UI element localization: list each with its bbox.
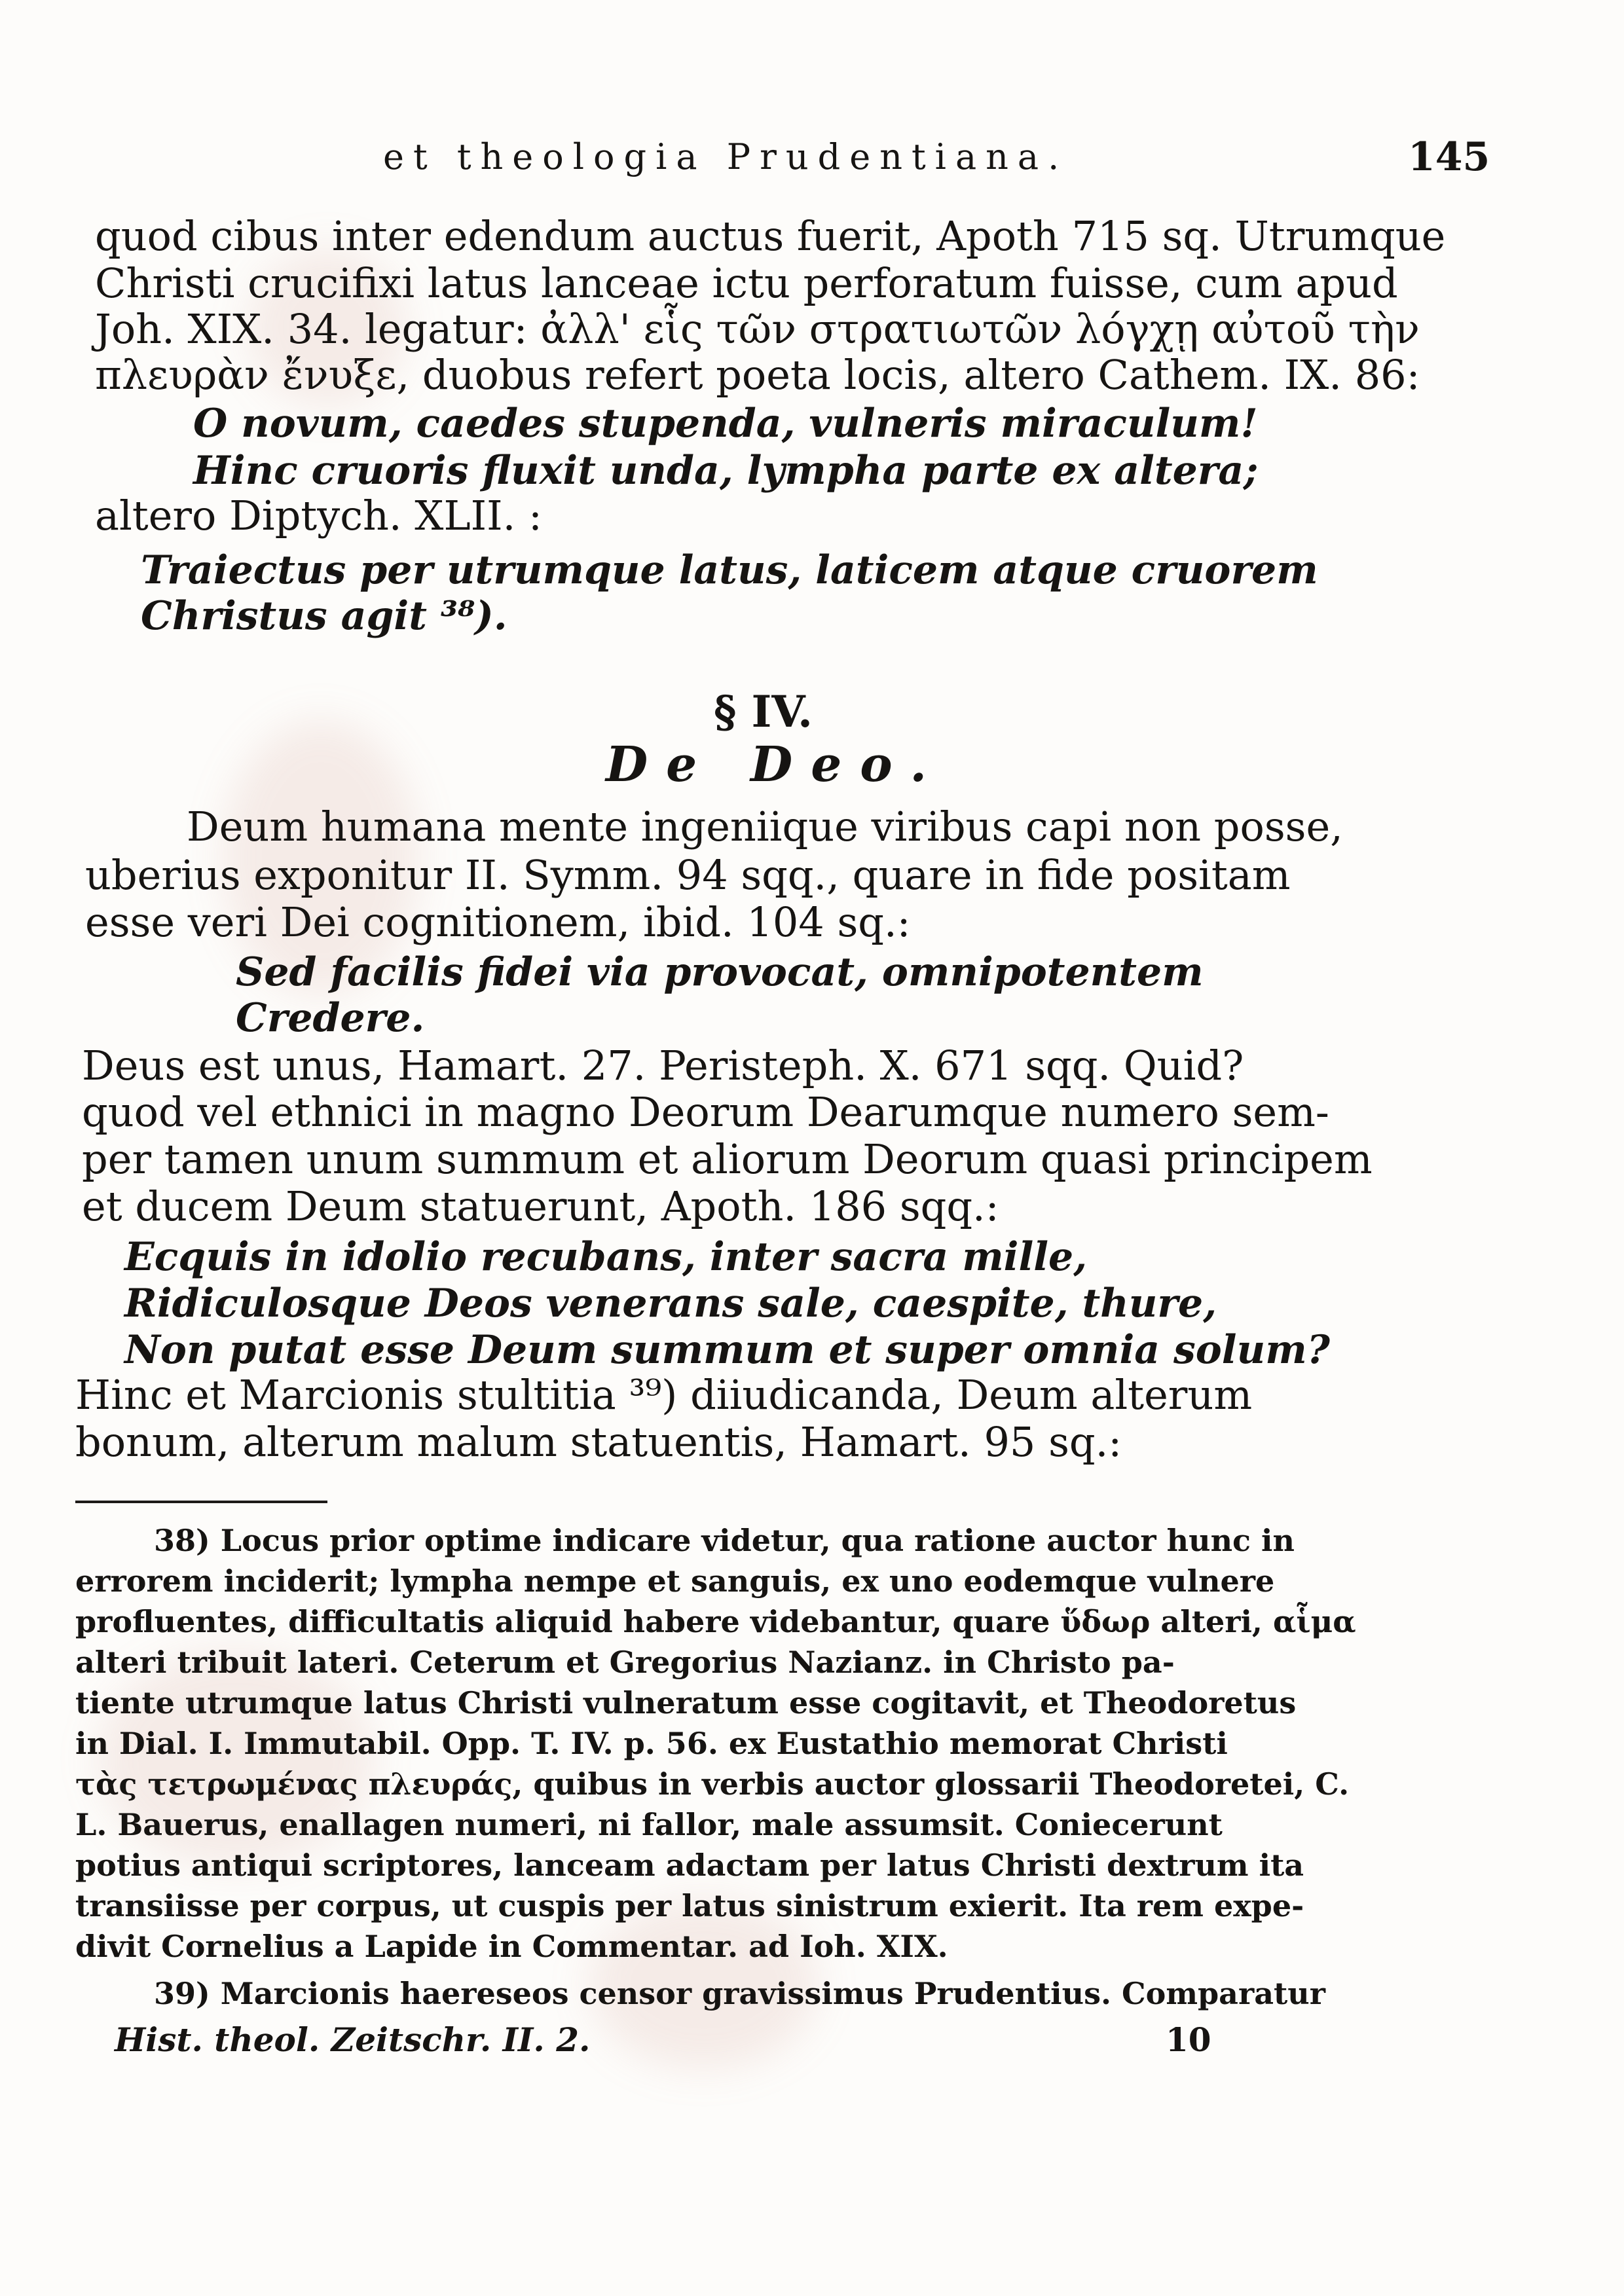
text-line: et ducem Deum statuerunt, Apoth. 186 sqq.:: [82, 1182, 999, 1230]
footnote-line: 39) Marcionis haereseos censor gravissimus Prudentius. Comparatur: [154, 1976, 1325, 2011]
verse-line: Ecquis in idolio recubans, inter sacra mille,: [124, 1234, 1088, 1280]
verse-line: Christus agit ³⁸).: [141, 593, 507, 639]
signature-sheet: 10: [1166, 2020, 1211, 2059]
text-line: quod vel ethnici in magno Deorum Dearumque numero sem-: [82, 1088, 1329, 1136]
text-line: Deum humana mente ingeniique viribus capi non posse,: [187, 803, 1343, 850]
footnote-line: transiisse per corpus, ut cuspis per latus sinistrum exierit. Ita rem expe-: [75, 1888, 1304, 1923]
footnote-line: errorem inciderit; lympha nempe et sanguis, ex uno eodemque vulnere: [75, 1563, 1275, 1599]
footnote-line: 38) Locus prior optime indicare videtur, qua ratione auctor hunc in: [154, 1523, 1295, 1558]
text-line: bonum, alterum malum statuentis, Hamart. 95 sq.:: [75, 1418, 1122, 1466]
footnote-line: tiente utrumque latus Christi vulneratum esse cogitavit, et Theodoretus: [75, 1685, 1297, 1721]
text-line: Christi crucifixi latus lanceae ictu perforatum fuisse, cum apud: [95, 259, 1398, 307]
section-title: De Deo.: [606, 737, 946, 793]
verse-line: Credere.: [236, 995, 425, 1041]
text-line: πλευρὰν ἔνυξε, duobus refert poeta locis, altero Cathem. IX. 86:: [95, 351, 1420, 399]
signature-journal: Hist. theol. Zeitschr. II. 2.: [115, 2020, 591, 2059]
footnote-line: profluentes, difficultatis aliquid habere videbantur, quare ὕδωρ alteri, αἷμα: [75, 1604, 1356, 1639]
verse-line: Ridiculosque Deos venerans sale, caespite, thure,: [124, 1281, 1217, 1326]
text-line: per tamen unum summum et aliorum Deorum quasi principem: [82, 1135, 1373, 1183]
footnote-line: L. Bauerus, enallagen numeri, ni fallor, male assumsit. Coniecerunt: [75, 1807, 1223, 1842]
footnote-rule: [75, 1501, 327, 1503]
running-header: et theologia Prudentiana.: [383, 136, 1069, 177]
section-number: § IV.: [714, 686, 813, 737]
text-line: Joh. XIX. 34. legatur: ἀλλ' εἷς τῶν στρατιωτῶν λόγχῃ αὐτοῦ τὴν: [95, 305, 1420, 353]
footnote-line: in Dial. I. Immutabil. Opp. T. IV. p. 56. ex Eustathio memorat Christi: [75, 1726, 1228, 1761]
text-line: quod cibus inter edendum auctus fuerit, Apoth 715 sq. Utrumque: [95, 212, 1446, 260]
verse-line: Sed facilis fidei via provocat, omnipotentem: [236, 949, 1204, 995]
text-line: uberius exponitur II. Symm. 94 sqq., quare in fide positam: [85, 851, 1291, 899]
text-line: esse veri Dei cognitionem, ibid. 104 sq.:: [85, 898, 911, 946]
verse-line: Hinc cruoris fluxit unda, lympha parte ex altera;: [193, 448, 1259, 494]
verse-line: Non putat esse Deum summum et super omnia solum?: [124, 1327, 1330, 1373]
footnote-line: potius antiqui scriptores, lanceam adactam per latus Christi dextrum ita: [75, 1848, 1304, 1883]
footnote-line: τὰς τετρωμένας πλευράς, quibus in verbis auctor glossarii Theodoretei, C.: [75, 1766, 1350, 1802]
page-number: 145: [1408, 134, 1490, 180]
text-line: Deus est unus, Hamart. 27. Peristeph. X. 671 sqq. Quid?: [82, 1042, 1244, 1089]
footnote-line: divit Cornelius a Lapide in Commentar. ad Ioh. XIX.: [75, 1929, 948, 1964]
footnote-line: alteri tribuit lateri. Ceterum et Gregorius Nazianz. in Christo pa-: [75, 1645, 1175, 1680]
text-line: Hinc et Marcionis stultitia ³⁹) diiudicanda, Deum alterum: [75, 1371, 1253, 1419]
verse-line: Traiectus per utrumque latus, laticem atque cruorem: [141, 547, 1318, 593]
verse-line: O novum, caedes stupenda, vulneris miraculum!: [193, 401, 1258, 446]
text-line: altero Diptych. XLII. :: [95, 492, 542, 539]
